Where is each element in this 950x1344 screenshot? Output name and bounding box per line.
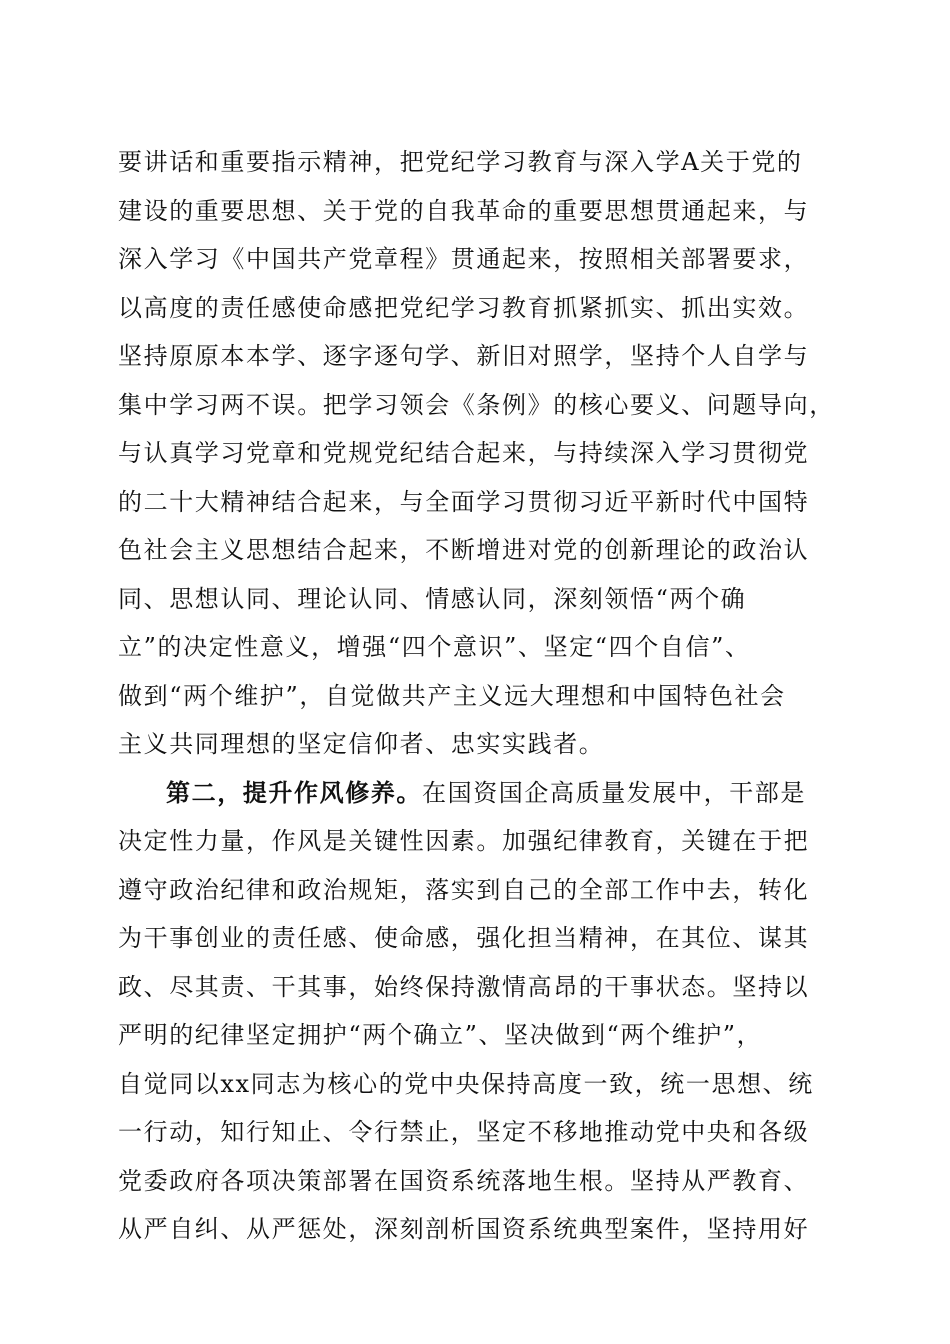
text-line: 坚持原原本本学、逐字逐句学、新旧对照学，坚持个人自学与 — [118, 342, 810, 370]
text-line: 以高度的责任感使命感把党纪学习教育抓紧抓实、抓出实效。 — [118, 293, 810, 322]
text-line: 建设的重要思想、关于党的自我革命的重要思想贯通起来，与 — [118, 196, 810, 225]
text-line: 严明的纪律坚定拥护“两个确立”、坚决做到“两个维护”， — [118, 1021, 763, 1049]
text-line: 要讲话和重要指示精神，把党纪学习教育与深入学A关于党的 — [118, 148, 803, 176]
text-line: 决定性力量，作风是关键性因素。加强纪律教育，关键在于把 — [118, 827, 810, 855]
text-line: 自觉同以xx同志为核心的党中央保持高度一致，统一思想、统 — [118, 1069, 814, 1098]
text-line: 同、思想认同、理论认同、情感认同，深刻领悟“两个确 — [118, 584, 747, 613]
text-line: 与认真学习党章和党规党纪结合起来，与持续深入学习贯彻党 — [118, 439, 810, 467]
text-line: 色社会主义思想结合起来，不断增进对党的创新理论的政治认 — [118, 536, 810, 564]
text-line: 深入学习《中国共产党章程》贯通起来，按照相关部署要求， — [118, 245, 810, 273]
text-line: 从严自纠、从严惩处，深刻剖析国资系统典型案件，坚持用好 — [118, 1215, 810, 1243]
text-line: 集中学习两不误。把学习领会《条例》的核心要义、问题导向， — [118, 390, 835, 419]
text-line: 政、尽其责、干其事，始终保持激情高昂的干事状态。坚持以 — [118, 972, 810, 1001]
text-line: 党委政府各项决策部署在国资系统落地生根。坚持从严教育、 — [118, 1166, 810, 1195]
text-line: 主义共同理想的坚定信仰者、忠实实践者。 — [118, 730, 605, 758]
text-line: 一行动，知行知止、令行禁止，坚定不移地推动党中央和各级 — [118, 1118, 810, 1146]
text-run: 在国资国企高质量发展中，干部是 — [422, 778, 806, 807]
text-line: 的二十大精神结合起来，与全面学习贯彻习近平新时代中国特 — [118, 487, 810, 516]
paragraph-1 — [118, 138, 838, 769]
body-text — [118, 138, 838, 1254]
paragraph-2 — [118, 769, 838, 1254]
text-line: 为干事创业的责任感、使命感，强化担当精神，在其位、谋其 — [118, 924, 810, 952]
text-line: 做到“两个维护”，自觉做共产主义远大理想和中国特色社会 — [118, 681, 786, 710]
section-heading: 第二，提升作风修养。 — [166, 777, 422, 807]
text-line: 遵守政治纪律和政治规矩，落实到自己的全部工作中去，转化 — [118, 875, 810, 904]
text-line: 立”的决定性意义，增强“四个意识”、坚定“四个自信”、 — [118, 633, 751, 661]
paragraph-first-line — [118, 769, 838, 818]
